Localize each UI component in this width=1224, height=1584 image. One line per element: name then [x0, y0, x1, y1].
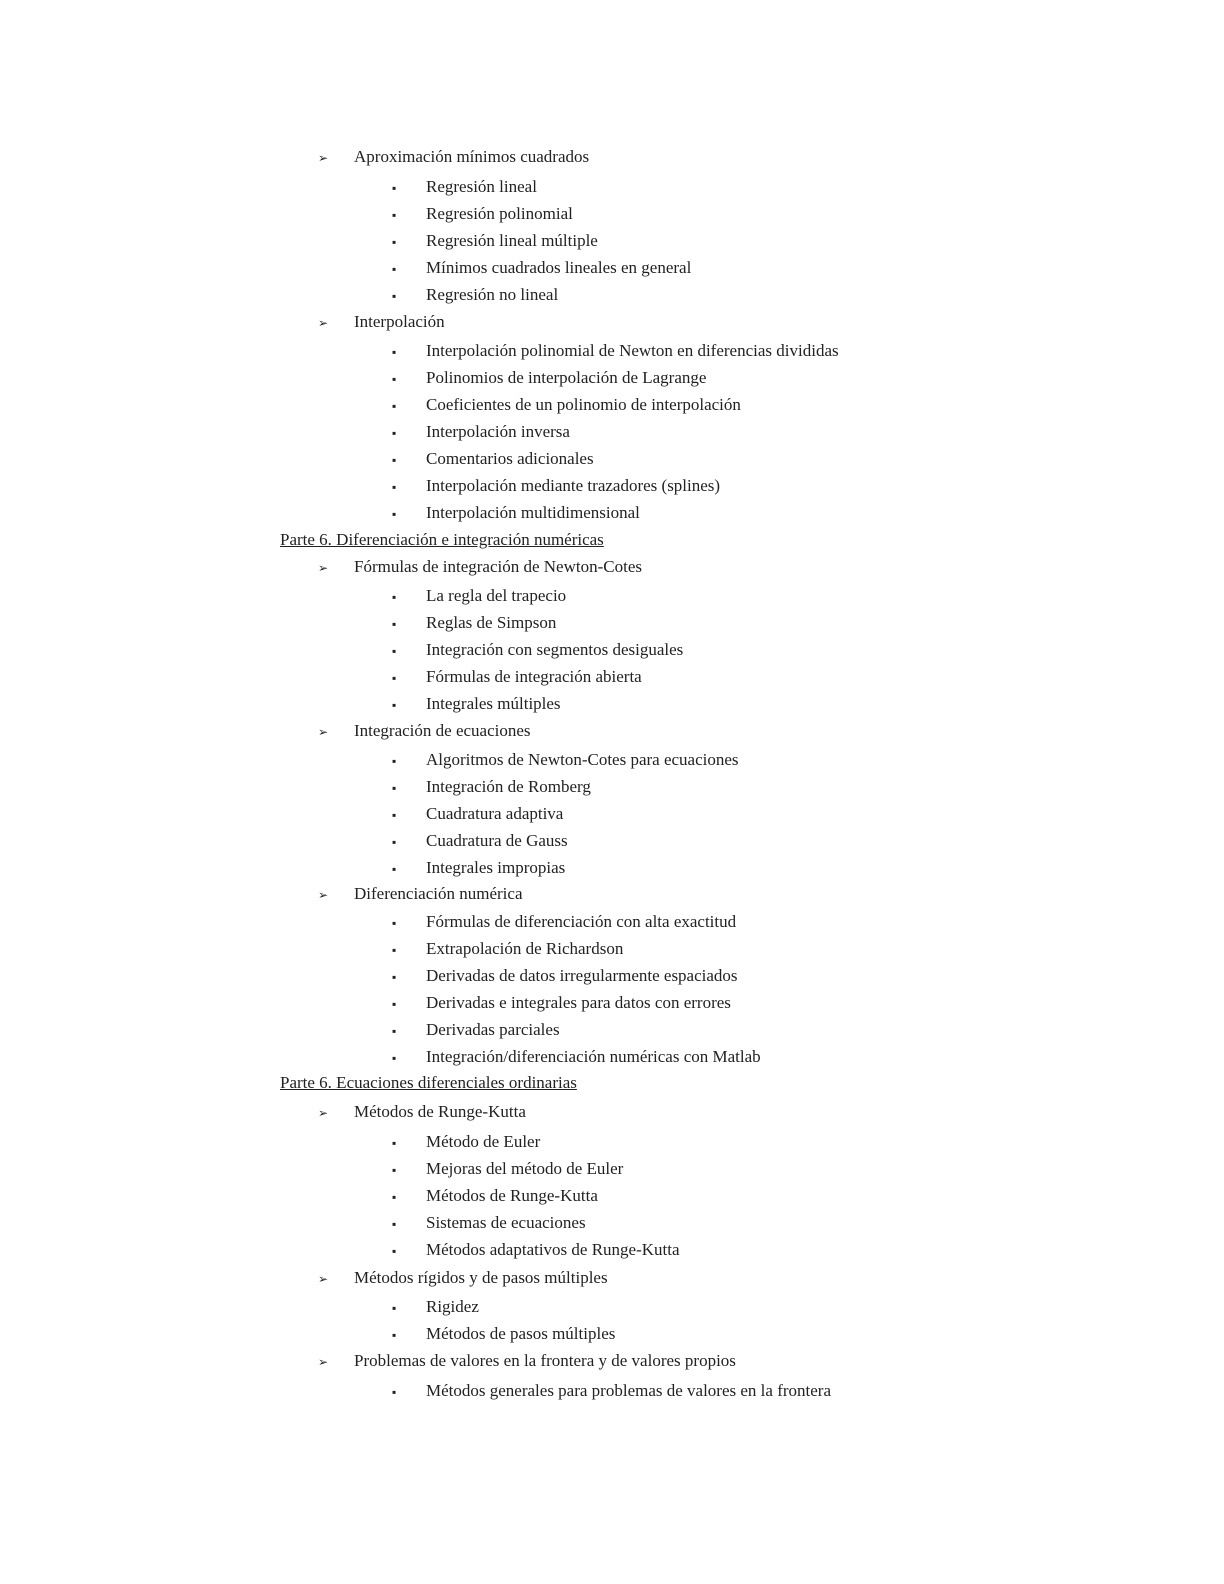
square-bullet-icon: ▪: [392, 943, 397, 957]
outline-text: Mejoras del método de Euler: [426, 1159, 624, 1178]
outline-text: Métodos de Runge-Kutta: [426, 1186, 598, 1205]
square-bullet-icon: ▪: [392, 1190, 397, 1204]
square-bullet-icon: ▪: [392, 754, 397, 768]
arrow-bullet-icon: ➢: [318, 1272, 329, 1286]
outline-text: Métodos de Runge-Kutta: [354, 1102, 526, 1121]
outline-text: Interpolación inversa: [426, 422, 570, 441]
outline-text: Integración de Romberg: [426, 777, 591, 796]
outline-text: Métodos rígidos y de pasos múltiples: [354, 1268, 608, 1287]
square-bullet-icon: ▪: [392, 862, 397, 876]
outline-text: Algoritmos de Newton-Cotes para ecuaciones: [426, 750, 739, 769]
outline-text: Métodos de pasos múltiples: [426, 1324, 616, 1343]
square-bullet-icon: ▪: [392, 181, 397, 195]
outline-subitem: [392, 1297, 479, 1318]
outline-subitem: [392, 831, 568, 852]
outline-text: Interpolación multidimensional: [426, 503, 640, 522]
outline-text: Extrapolación de Richardson: [426, 939, 624, 958]
outline-subitem: [392, 476, 720, 497]
section-heading: [280, 1073, 577, 1093]
outline-subitem: [392, 586, 566, 607]
section-heading: [280, 530, 604, 550]
outline-text: Fórmulas de diferenciación con alta exactitud: [426, 912, 737, 931]
arrow-bullet-icon: ➢: [318, 725, 329, 739]
outline-text: Coeficientes de un polinomio de interpolación: [426, 395, 741, 414]
outline-subitem: [392, 993, 731, 1014]
outline-subitem: [392, 1213, 586, 1234]
square-bullet-icon: ▪: [392, 262, 397, 276]
outline-subitem: [392, 804, 563, 825]
arrow-bullet-icon: ➢: [318, 561, 329, 575]
outline-subitem: [392, 939, 623, 960]
outline-text: Interpolación polinomial de Newton en diferencias divididas: [426, 341, 839, 360]
outline-item: [318, 312, 445, 333]
outline-subitem: [392, 912, 736, 933]
outline-text: Fórmulas de integración abierta: [426, 667, 642, 686]
outline-text: Diferenciación numérica: [354, 884, 523, 903]
outline-subitem: [392, 1381, 831, 1402]
square-bullet-icon: ▪: [392, 289, 397, 303]
square-bullet-icon: ▪: [392, 1217, 397, 1231]
square-bullet-icon: ▪: [392, 480, 397, 494]
outline-subitem: [392, 1047, 761, 1068]
square-bullet-icon: ▪: [392, 1301, 397, 1315]
square-bullet-icon: ▪: [392, 453, 397, 467]
square-bullet-icon: ▪: [392, 345, 397, 359]
outline-text: Integración/diferenciación numéricas con Matlab: [426, 1047, 761, 1066]
outline-subitem: [392, 177, 537, 198]
arrow-bullet-icon: ➢: [318, 316, 329, 330]
outline-subitem: [392, 777, 591, 798]
square-bullet-icon: ▪: [392, 997, 397, 1011]
outline-text: Integración de ecuaciones: [354, 721, 531, 740]
outline-subitem: [392, 231, 598, 252]
square-bullet-icon: ▪: [392, 671, 397, 685]
outline-item: [318, 721, 531, 742]
square-bullet-icon: ▪: [392, 698, 397, 712]
square-bullet-icon: ▪: [392, 808, 397, 822]
outline-subitem: [392, 449, 594, 470]
square-bullet-icon: ▪: [392, 1051, 397, 1065]
outline-subitem: [392, 1132, 540, 1153]
outline-text: Aproximación mínimos cuadrados: [354, 147, 590, 166]
outline-subitem: [392, 667, 642, 688]
outline-subitem: [392, 858, 565, 879]
outline-item: [318, 884, 523, 905]
outline-subitem: [392, 395, 741, 416]
outline-text: Polinomios de interpolación de Lagrange: [426, 368, 707, 387]
square-bullet-icon: ▪: [392, 1163, 397, 1177]
outline-text: Parte 6. Diferenciación e integración numéricas: [280, 530, 604, 549]
outline-subitem: [392, 640, 683, 661]
square-bullet-icon: ▪: [392, 781, 397, 795]
outline-text: Regresión no lineal: [426, 285, 559, 304]
outline-text: Cuadratura de Gauss: [426, 831, 568, 850]
square-bullet-icon: ▪: [392, 617, 397, 631]
outline-subitem: [392, 1324, 615, 1345]
outline-text: Problemas de valores en la frontera y de valores propios: [354, 1351, 736, 1370]
outline-item: [318, 557, 642, 578]
square-bullet-icon: ▪: [392, 235, 397, 249]
square-bullet-icon: ▪: [392, 1136, 397, 1150]
outline-subitem: [392, 750, 739, 771]
square-bullet-icon: ▪: [392, 970, 397, 984]
outline-text: Reglas de Simpson: [426, 613, 557, 632]
outline-text: Regresión polinomial: [426, 204, 573, 223]
square-bullet-icon: ▪: [392, 1024, 397, 1038]
square-bullet-icon: ▪: [392, 208, 397, 222]
outline-text: Derivadas de datos irregularmente espaciados: [426, 966, 738, 985]
outline-text: Cuadratura adaptiva: [426, 804, 564, 823]
outline-subitem: [392, 1240, 680, 1261]
arrow-bullet-icon: ➢: [318, 888, 329, 902]
square-bullet-icon: ▪: [392, 399, 397, 413]
square-bullet-icon: ▪: [392, 426, 397, 440]
outline-text: Sistemas de ecuaciones: [426, 1213, 586, 1232]
outline-text: Integrales múltiples: [426, 694, 561, 713]
outline-text: Integración con segmentos desiguales: [426, 640, 684, 659]
outline-text: Mínimos cuadrados lineales en general: [426, 258, 692, 277]
outline-subitem: [392, 285, 558, 306]
square-bullet-icon: ▪: [392, 1244, 397, 1258]
outline-text: Comentarios adicionales: [426, 449, 594, 468]
outline-item: [318, 147, 589, 168]
outline-subitem: [392, 503, 640, 524]
outline-item: [318, 1351, 736, 1372]
outline-text: Regresión lineal múltiple: [426, 231, 598, 250]
outline-subitem: [392, 613, 556, 634]
outline-subitem: [392, 1159, 623, 1180]
outline-text: Método de Euler: [426, 1132, 541, 1151]
square-bullet-icon: ▪: [392, 372, 397, 386]
outline-subitem: [392, 1020, 560, 1041]
outline-subitem: [392, 204, 573, 225]
outline-text: Parte 6. Ecuaciones diferenciales ordinarias: [280, 1073, 577, 1092]
outline-subitem: [392, 694, 561, 715]
outline-subitem: [392, 258, 691, 279]
outline-text: Rigidez: [426, 1297, 479, 1316]
outline-text: Interpolación: [354, 312, 445, 331]
outline-subitem: [392, 341, 839, 362]
square-bullet-icon: ▪: [392, 1328, 397, 1342]
outline-text: Fórmulas de integración de Newton-Cotes: [354, 557, 642, 576]
square-bullet-icon: ▪: [392, 644, 397, 658]
outline-text: Interpolación mediante trazadores (splines): [426, 476, 721, 495]
outline-subitem: [392, 966, 738, 987]
outline-text: Métodos adaptativos de Runge-Kutta: [426, 1240, 680, 1259]
arrow-bullet-icon: ➢: [318, 1106, 329, 1120]
square-bullet-icon: ▪: [392, 590, 397, 604]
outline-item: [318, 1268, 608, 1289]
square-bullet-icon: ▪: [392, 916, 397, 930]
outline-text: Derivadas e integrales para datos con errores: [426, 993, 731, 1012]
outline-text: Derivadas parciales: [426, 1020, 560, 1039]
outline-text: Integrales impropias: [426, 858, 566, 877]
outline-subitem: [392, 1186, 598, 1207]
outline-text: La regla del trapecio: [426, 586, 567, 605]
square-bullet-icon: ▪: [392, 1385, 397, 1399]
arrow-bullet-icon: ➢: [318, 151, 329, 165]
outline-item: [318, 1102, 526, 1123]
square-bullet-icon: ▪: [392, 507, 397, 521]
square-bullet-icon: ▪: [392, 835, 397, 849]
outline-subitem: [392, 422, 570, 443]
outline-text: Regresión lineal: [426, 177, 537, 196]
outline-subitem: [392, 368, 706, 389]
outline-text: Métodos generales para problemas de valores en la frontera: [426, 1381, 831, 1400]
arrow-bullet-icon: ➢: [318, 1355, 329, 1369]
